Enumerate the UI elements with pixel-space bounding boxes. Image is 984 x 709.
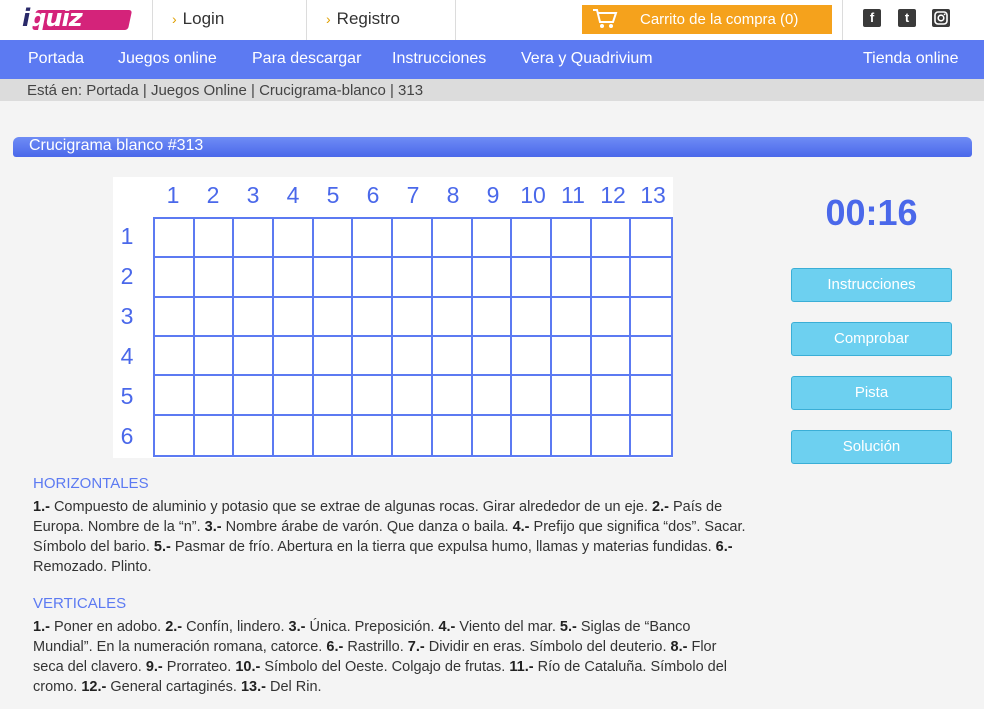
- clue-text: País de Europa. Nombre de la “n”.: [33, 499, 723, 535]
- grid-cell[interactable]: [274, 298, 314, 337]
- grid-cell[interactable]: [552, 219, 592, 258]
- grid-cell[interactable]: [592, 337, 632, 376]
- cart-button[interactable]: [582, 5, 832, 34]
- grid-cell[interactable]: [592, 258, 632, 297]
- clue-text: Flor seca del clavero.: [33, 639, 717, 675]
- clue-text: Poner en adobo.: [53, 619, 162, 635]
- clue-text: Río de Cataluña. Símbolo del cromo.: [33, 659, 728, 695]
- clue-text: Compuesto de aluminio y potasio que se extrae de algunas rocas. Girar alrededor de un eje.: [53, 499, 648, 515]
- chevron-right-icon: ›: [326, 11, 331, 27]
- pista-button[interactable]: Pista: [791, 376, 952, 410]
- grid-cell[interactable]: [274, 416, 314, 455]
- page-title: Crucigrama blanco #313: [29, 137, 204, 154]
- column-number: 9: [486, 182, 500, 208]
- clue-number: 4.-: [438, 619, 456, 635]
- grid-cell[interactable]: [155, 219, 195, 258]
- grid-cell[interactable]: [274, 337, 314, 376]
- grid-cell[interactable]: [592, 416, 632, 455]
- grid-cell[interactable]: [155, 258, 195, 297]
- clue-text: Del Rin.: [270, 679, 322, 695]
- grid-cell[interactable]: [512, 376, 552, 415]
- grid-cell[interactable]: [552, 416, 592, 455]
- clue-number: 12.-: [81, 679, 107, 695]
- grid-cell[interactable]: [155, 337, 195, 376]
- grid-cell[interactable]: [353, 298, 393, 337]
- clue-number: 10.-: [235, 659, 261, 675]
- clue-number: 13.-: [240, 679, 266, 695]
- column-number: 8: [446, 182, 460, 208]
- grid-cell[interactable]: [353, 219, 393, 258]
- clue-text: Viento del mar.: [459, 619, 556, 635]
- grid-cell[interactable]: [353, 258, 393, 297]
- column-number: 11: [561, 182, 585, 208]
- clue-text: Siglas de “Banco Mundial”. En la numeración romana, catorce.: [33, 619, 691, 655]
- grid-cell[interactable]: [314, 376, 354, 415]
- grid-cell[interactable]: [155, 376, 195, 415]
- grid-cell[interactable]: [393, 376, 433, 415]
- row-number: 4: [120, 343, 134, 369]
- grid-cell[interactable]: [393, 416, 433, 455]
- grid-cell[interactable]: [592, 298, 632, 337]
- breadcrumb: [0, 79, 984, 101]
- grid-cell[interactable]: [592, 219, 632, 258]
- clue-text: Prefijo que significa “dos”. Sacar. Símbolo del bario.: [33, 519, 746, 555]
- row-number: 5: [120, 383, 134, 409]
- row-number: 3: [120, 303, 134, 329]
- grid-cell[interactable]: [314, 416, 354, 455]
- grid-cell[interactable]: [512, 416, 552, 455]
- clue-number: 2.-: [652, 499, 669, 515]
- grid-cell[interactable]: [195, 337, 235, 376]
- horizontal-clues: [33, 497, 748, 577]
- grid-cell[interactable]: [314, 258, 354, 297]
- registro-link[interactable]: › Registro: [326, 9, 400, 28]
- grid-cell[interactable]: [234, 219, 274, 258]
- crossword-grid: [153, 217, 673, 457]
- grid-cell[interactable]: [473, 219, 513, 258]
- vertical-clues: [33, 617, 748, 697]
- clue-text: Dividir en eras. Símbolo del deuterio.: [428, 639, 667, 655]
- grid-cell[interactable]: [155, 416, 195, 455]
- grid-cell[interactable]: [314, 337, 354, 376]
- facebook-icon[interactable]: f: [863, 9, 881, 27]
- grid-cell[interactable]: [393, 258, 433, 297]
- grid-cell[interactable]: [234, 376, 274, 415]
- title-banner: [13, 137, 972, 157]
- column-number: 5: [326, 182, 340, 208]
- divider: [152, 0, 153, 40]
- grid-cell[interactable]: [393, 337, 433, 376]
- clue-text: Rastrillo.: [347, 639, 404, 655]
- grid-cell[interactable]: [552, 258, 592, 297]
- clue-text: Única. Preposición.: [309, 619, 435, 635]
- grid-cell[interactable]: [631, 298, 671, 337]
- nav-tienda-online[interactable]: Tienda online: [863, 50, 959, 67]
- row-number: 2: [120, 263, 134, 289]
- grid-cell[interactable]: [433, 258, 473, 297]
- nav-para-descargar[interactable]: Para descargar: [252, 50, 362, 67]
- breadcrumb-text: Está en: Portada | Juegos Online | Crucigrama-blanco | 313: [27, 82, 424, 99]
- nav-portada[interactable]: Portada: [28, 50, 85, 67]
- divider: [455, 0, 456, 40]
- cart-label: Carrito de la compra (0): [640, 11, 799, 28]
- nav-instrucciones[interactable]: Instrucciones: [392, 50, 487, 67]
- login-link[interactable]: › Login: [172, 9, 225, 28]
- grid-cell[interactable]: [512, 219, 552, 258]
- grid-cell[interactable]: [631, 337, 671, 376]
- grid-cell[interactable]: [631, 416, 671, 455]
- solucion-button[interactable]: Solución: [791, 430, 952, 464]
- grid-cell[interactable]: [512, 337, 552, 376]
- chevron-right-icon: ›: [172, 11, 177, 27]
- grid-cell[interactable]: [353, 376, 393, 415]
- divider: [842, 0, 843, 40]
- grid-cell[interactable]: [353, 416, 393, 455]
- clue-number: 2.-: [165, 619, 183, 635]
- grid-cell[interactable]: [195, 219, 235, 258]
- grid-cell[interactable]: [433, 337, 473, 376]
- clue-text: Confín, lindero.: [186, 619, 285, 635]
- column-number: 10: [520, 182, 546, 208]
- grid-cell[interactable]: [473, 337, 513, 376]
- grid-cell[interactable]: [393, 298, 433, 337]
- clue-text: Símbolo del Oeste. Colgajo de frutas.: [264, 659, 506, 675]
- clue-text: Nombre árabe de varón. Que danza o baila.: [225, 519, 509, 535]
- nav-juegos-online[interactable]: Juegos online: [118, 50, 217, 67]
- row-number: 6: [120, 423, 134, 449]
- top-bar: [0, 0, 984, 40]
- column-number: 3: [246, 182, 260, 208]
- grid-cell[interactable]: [631, 258, 671, 297]
- column-number: 13: [640, 182, 666, 208]
- grid-cell[interactable]: [433, 376, 473, 415]
- clue-number: 7.-: [407, 639, 425, 655]
- grid-cell[interactable]: [234, 258, 274, 297]
- grid-cell[interactable]: [155, 298, 195, 337]
- grid-cell[interactable]: [274, 376, 314, 415]
- clue-number: 8.-: [670, 639, 688, 655]
- column-number: 12: [600, 182, 626, 208]
- grid-cell[interactable]: [512, 258, 552, 297]
- comprobar-button[interactable]: Comprobar: [791, 322, 952, 356]
- horizontales-heading: HORIZONTALES: [33, 475, 149, 492]
- clue-number: 1.-: [33, 619, 50, 635]
- grid-cell[interactable]: [631, 219, 671, 258]
- main-nav: [0, 40, 984, 79]
- instagram-glyph: [932, 9, 950, 27]
- column-number: 6: [366, 182, 380, 208]
- shopping-cart-icon: [592, 8, 618, 30]
- clue-text: General cartaginés.: [110, 679, 237, 695]
- clue-number: 6.-: [715, 539, 733, 555]
- grid-cell[interactable]: [195, 416, 235, 455]
- column-number: 7: [406, 182, 420, 208]
- grid-cell[interactable]: [393, 219, 433, 258]
- divider: [306, 0, 307, 40]
- grid-cell[interactable]: [592, 376, 632, 415]
- instrucciones-button[interactable]: Instrucciones: [791, 268, 952, 302]
- grid-cell[interactable]: [433, 298, 473, 337]
- grid-cell[interactable]: [473, 298, 513, 337]
- clue-number: 9.-: [145, 659, 163, 675]
- column-number: 2: [206, 182, 220, 208]
- clue-number: 4.-: [512, 519, 530, 535]
- column-number: 4: [286, 182, 300, 208]
- grid-cell[interactable]: [473, 258, 513, 297]
- clue-number: 5.-: [153, 539, 171, 555]
- iquiz-logo[interactable]: iquiz: [22, 8, 130, 32]
- clue-number: 3.-: [204, 519, 222, 535]
- column-number: 1: [166, 182, 180, 208]
- clue-number: 11.-: [509, 659, 534, 675]
- grid-cell[interactable]: [234, 416, 274, 455]
- grid-cell[interactable]: [314, 298, 354, 337]
- clue-number: 6.-: [326, 639, 344, 655]
- grid-cell[interactable]: [195, 258, 235, 297]
- grid-cell[interactable]: [433, 416, 473, 455]
- clue-text: Remozado. Plinto.: [33, 559, 152, 575]
- verticales-heading: VERTICALES: [33, 595, 127, 612]
- grid-cell[interactable]: [234, 337, 274, 376]
- instagram-icon[interactable]: [932, 9, 950, 27]
- clue-number: 1.-: [33, 499, 50, 515]
- grid-cell[interactable]: [433, 219, 473, 258]
- grid-cell[interactable]: [195, 298, 235, 337]
- clue-text: Prorrateo.: [166, 659, 232, 675]
- clue-number: 5.-: [559, 619, 577, 635]
- grid-cell[interactable]: [314, 219, 354, 258]
- grid-cell[interactable]: [512, 298, 552, 337]
- row-number: 1: [120, 223, 134, 249]
- nav-vera-quadrivium[interactable]: Vera y Quadrivium: [521, 50, 653, 67]
- twitter-icon[interactable]: t: [898, 9, 916, 27]
- grid-cell[interactable]: [631, 376, 671, 415]
- grid-cell[interactable]: [552, 376, 592, 415]
- clue-number: 3.-: [288, 619, 306, 635]
- grid-cell[interactable]: [234, 298, 274, 337]
- grid-cell[interactable]: [353, 337, 393, 376]
- grid-cell[interactable]: [195, 376, 235, 415]
- grid-cell[interactable]: [473, 416, 513, 455]
- grid-cell[interactable]: [552, 337, 592, 376]
- grid-cell[interactable]: [552, 298, 592, 337]
- grid-cell[interactable]: [274, 258, 314, 297]
- grid-cell[interactable]: [473, 376, 513, 415]
- grid-cell[interactable]: [274, 219, 314, 258]
- timer: 00:16: [825, 192, 918, 233]
- clue-text: Pasmar de frío. Abertura en la tierra que expulsa humo, llamas y materias fundidas.: [174, 539, 712, 555]
